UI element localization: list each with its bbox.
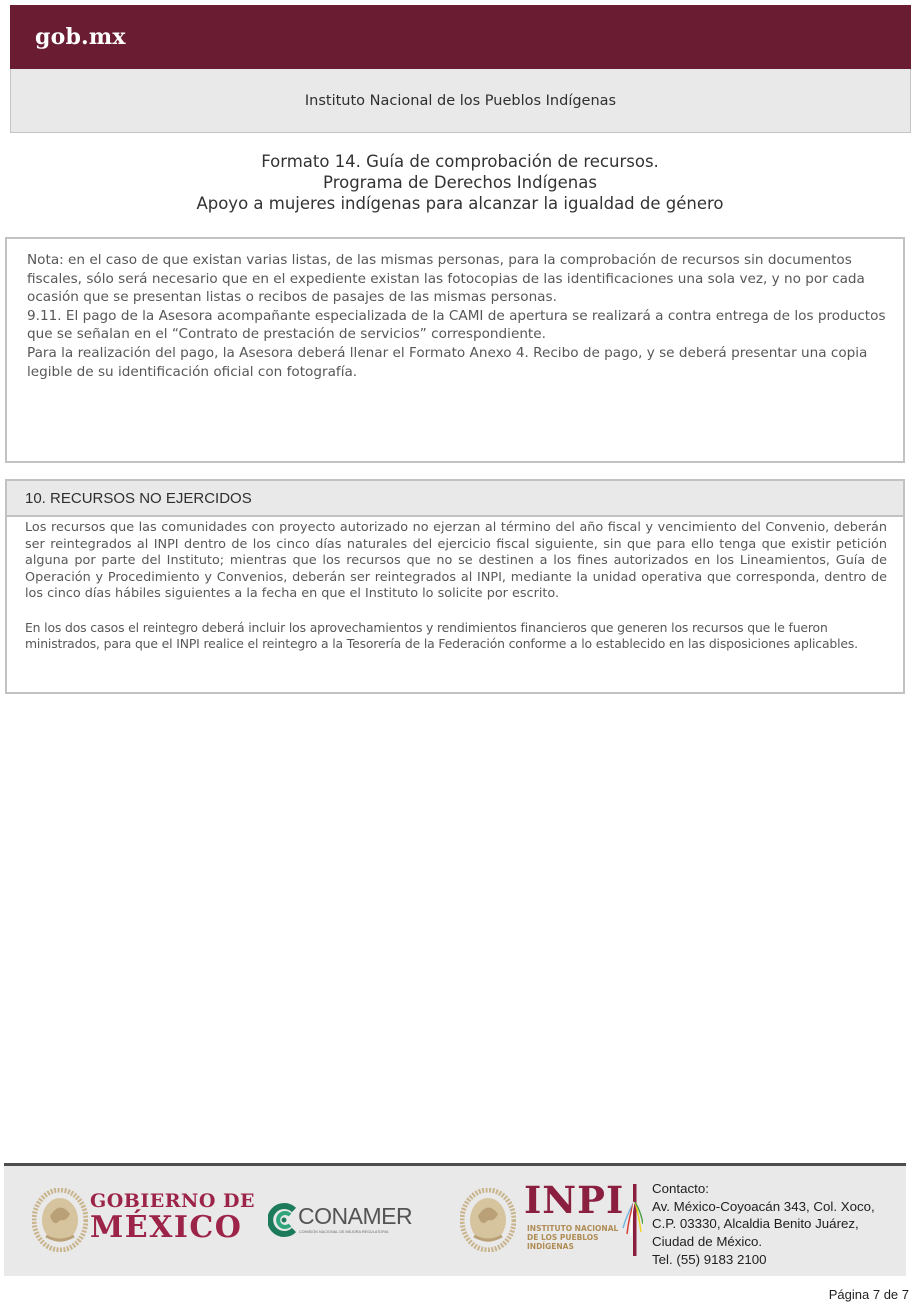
institution-bar <box>10 69 911 133</box>
contact-city: Ciudad de México. <box>652 1234 763 1250</box>
payment-paragraph: Para la realización del pago, la Asesora deberá llenar el Formato Anexo 4. Recibo de pago, y se deberá presentar una copia legible de su identificación oficial con fotografía. <box>27 344 868 380</box>
gobierno-de-mexico-logo <box>90 1192 255 1243</box>
inpi-wordmark: INPI <box>524 1178 625 1222</box>
section-body <box>25 520 887 653</box>
gobierno-logo-line-1: GOBIERNO DE <box>90 1190 255 1212</box>
inpi-subtitle <box>527 1224 618 1251</box>
title-line-1: Formato 14. Guía de comprobación de recursos. <box>261 152 659 171</box>
page-number: Página 7 de 7 <box>828 1287 909 1302</box>
mexico-seal-inpi-icon <box>460 1188 516 1252</box>
note-box <box>5 237 905 463</box>
section-title: 10. RECURSOS NO EJERCIDOS <box>25 490 252 507</box>
mexico-seal-icon <box>32 1188 88 1252</box>
gob-header-bar <box>10 5 911 69</box>
conamer-emblem-icon <box>268 1202 298 1238</box>
title-line-2: Programa de Derechos Indígenas <box>323 173 597 192</box>
section-recursos-no-ejercidos <box>5 479 905 694</box>
inpi-subtitle-line-3: INDÍGENAS <box>527 1242 574 1251</box>
institution-name: Instituto Nacional de los Pueblos Indígenas <box>304 93 617 109</box>
inpi-subtitle-line-1: INSTITUTO NACIONAL <box>527 1224 619 1233</box>
contact-address-line-2: C.P. 03330, Alcaldia Benito Juárez, <box>652 1216 859 1232</box>
item-9-11-paragraph: 9.11. El pago de la Asesora acompañante especializada de la CAMI de apertura se realizará a contra entrega de los productos que se señalan en el “Contrato de prestación de servicios” correspondiente. <box>27 307 886 343</box>
contact-label: Contacto: <box>652 1181 709 1196</box>
gobierno-logo-line-2: MÉXICO <box>90 1210 243 1245</box>
title-line-3: Apoyo a mujeres indígenas para alcanzar la igualdad de género <box>196 194 724 213</box>
conamer-wordmark: CONAMER <box>298 1203 413 1229</box>
note-text <box>27 251 893 381</box>
section-header <box>7 481 903 517</box>
inpi-subtitle-line-2: DE LOS PUEBLOS <box>527 1233 599 1242</box>
document-title <box>0 151 920 214</box>
footer <box>4 1166 906 1276</box>
staff-of-command-icon <box>619 1184 643 1256</box>
conamer-subtitle: COMISIÓN NACIONAL DE MEJORA REGULATORIA <box>299 1230 389 1234</box>
conamer-logo <box>268 1202 413 1242</box>
note-paragraph: Nota: en el caso de que existan varias listas, de las mismas personas, para la comprobación de recursos sin documentos fiscales, sólo será necesario que en el expediente existan las fotocopias de las identificaciones una sola vez, y no por cada ocasión que se presentan listas o recibos de pasajes de las mismas personas. <box>27 252 865 306</box>
contact-address-line-1: Av. México-Coyoacán 343, Col. Xoco, <box>652 1198 875 1214</box>
contact-info <box>652 1180 875 1269</box>
contact-phone: Tel. (55) 9183 2100 <box>652 1251 767 1267</box>
gob-mx-logo: gob.mx <box>35 24 126 50</box>
section-paragraph-1: Los recursos que las comunidades con proyecto autorizado no ejerzan al término del año fiscal y vencimiento del Convenio, deberán ser reintegrados al INPI dentro de los cinco días naturales del ejercicio fiscal siguiente, sin que para ello tenga que existir petición alguna por parte del Instituto; mientras que los recursos que no se destinen a los fines autorizados en los Lineamientos, Guía de Operación y Procedimiento y Convenios, deberán ser reintegrados al INPI, mediante la unidad operativa que corresponda, dentro de los cinco días hábiles siguientes a la fecha en que el Instituto lo solicite por escrito. <box>25 520 887 602</box>
section-paragraph-2: En los dos casos el reintegro deberá incluir los aprovechamientos y rendimientos financieros que generen los recursos que le fueron ministrados, para que el INPI realice el reintegro a la Tesorería de la Federación conforme a lo establecido en las disposiciones aplicables. <box>25 619 858 652</box>
